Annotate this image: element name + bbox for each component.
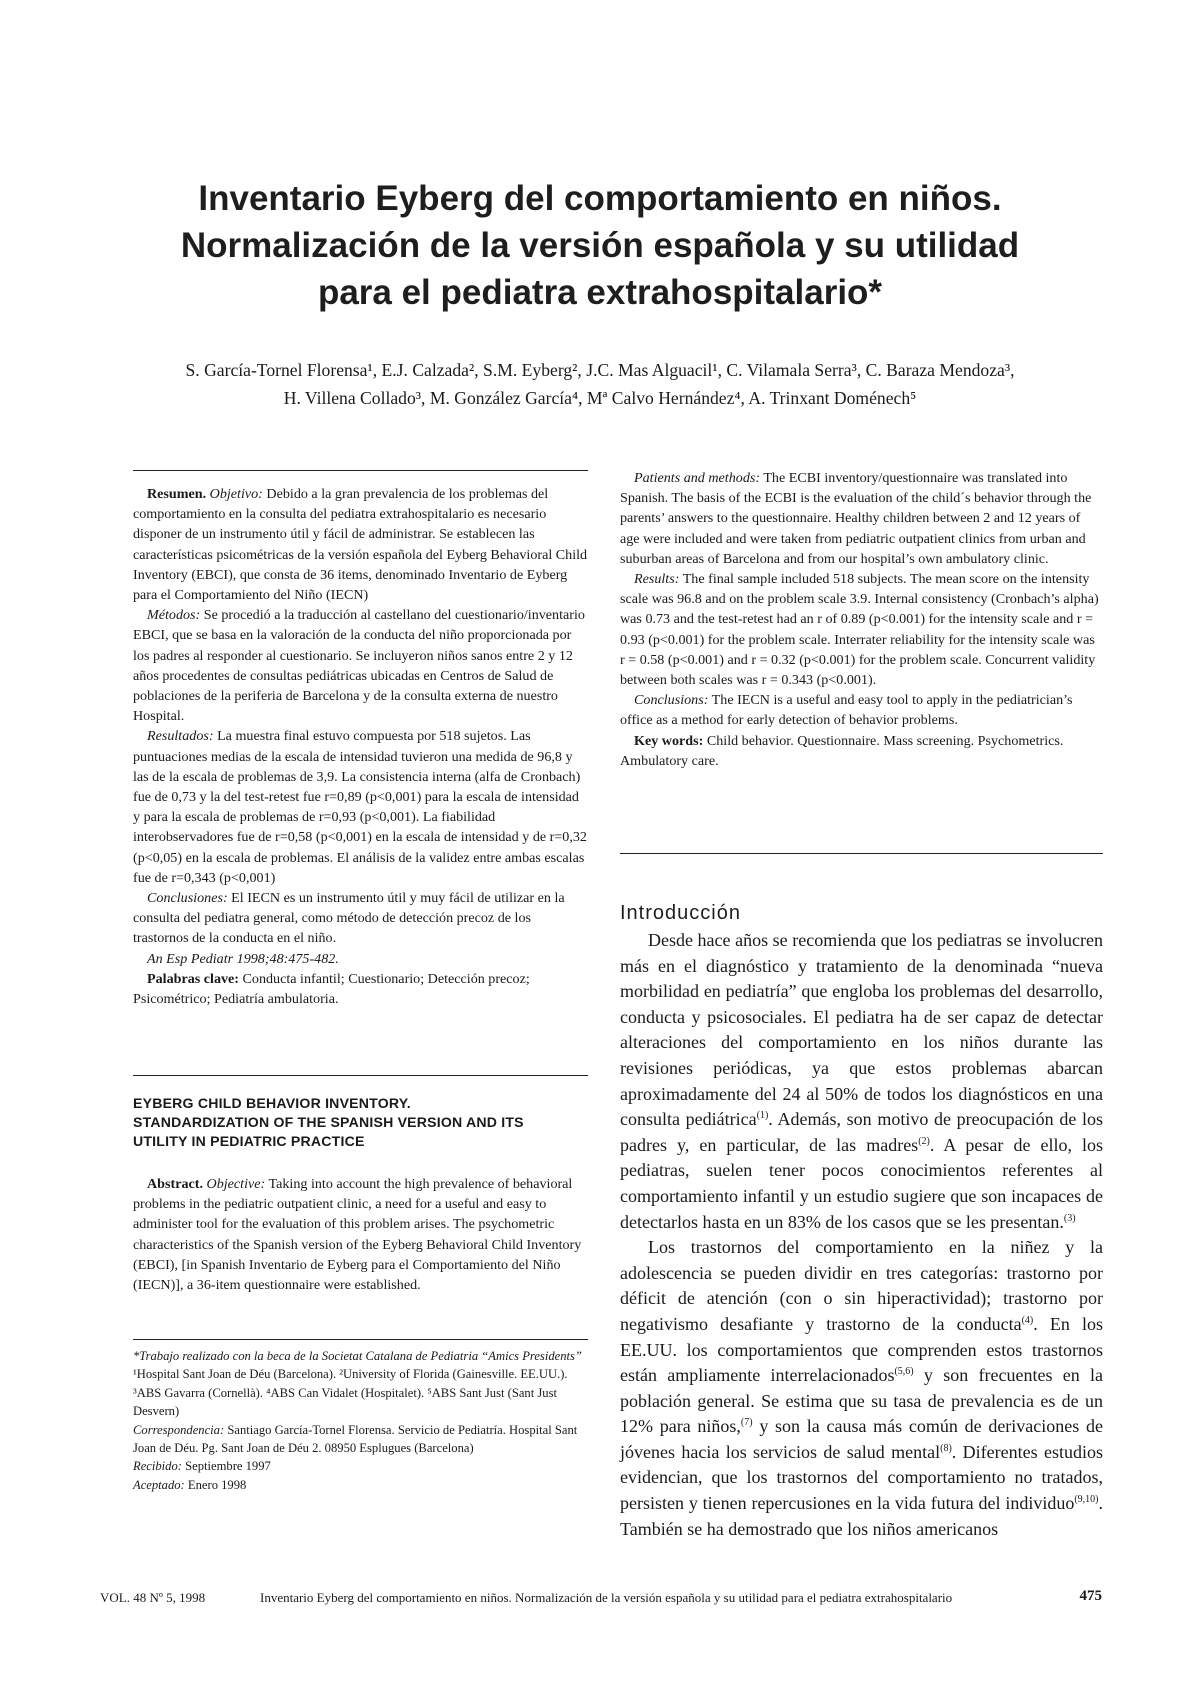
conclusiones-label: Conclusiones: [147,890,228,907]
abstract-head: Abstract. [147,1176,203,1192]
author-list [100,356,1100,412]
conclusions-text: The IECN is a useful and easy tool to apply in the pediatrician’s office as a method for early detection of behavior problems. [620,692,1073,729]
aceptado-text: Enero 1998 [187,1477,247,1492]
title-line-3: para el pediatra extrahospitalario* [317,273,883,312]
rule-left-notes [133,1339,588,1340]
title-line-1: Inventario Eyberg del comportamiento en niños. [198,179,1002,218]
intro-p2-text-a: Los trastornos del comportamiento en la niñez y la adolescencia se pueden dividir en tres categorías: trastorno por déficit de atención (con o sin hiperactividad); trastorno por negativismo desafiante y trastorno de la conducta [620,1237,1103,1334]
resumen-head: Resumen. [147,486,207,502]
recibido-text: Septiembre 1997 [185,1459,271,1474]
footer-running-title: Inventario Eyberg del comportamiento en niños. Normalización de la versión española y su utilidad para el pediatra extrahospitalario [260,1590,953,1605]
footer-volume: VOL. 48 Nº 5, 1998 [100,1590,206,1605]
abstract-objective-block [133,1174,588,1295]
patients-label: Patients and methods: [634,470,761,486]
intro-p1-text-a: Desde hace años se recomienda que los pediatras se involucren más en el diagnóstico y tratamiento de la denominada “nueva morbilidad en pediatría” que engloba los problemas del desarrollo, conducta y psicosociales. El pediatra ha de ser capaz de detectar alteraciones del comportamiento en los niños durante las revisiones periódicas, ya que estos problemas abarcan aproximadamente del 24 al 50% de todos los diagnósticos en una consulta pediátrica [620,930,1103,1130]
keywords-label: Key words: [634,732,704,749]
keywords-text: Child behavior. Questionnaire. Mass screening. Psychometrics. Ambulatory care. [620,732,1064,769]
objetivo-text: Debido a la gran prevalencia de los problemas del comportamiento en la consulta del pediatra extrahospitalario es necesario disponer de un instrumento útil y fácil de administrar. Se establecen las características psicométricas de la versión española del Eyberg Behavioral Child Inventory (EBCI), que consta de 36 items, denominado Inventario de Eyberg para el Comportamiento del Niño (IECN) [133,486,588,604]
intro-p2-text-b: . En los EE.UU. los comportamientos que comprenden estos trastornos están ampliamente interrelacionados [620,1313,1103,1386]
intro-p1-text-b: . Además, son motivo de preocupación de los padres y, en particular, de las madres [620,1109,1103,1155]
page-footer [100,1588,1102,1608]
citation-ref-3: (3) [1063,1212,1076,1224]
patients-text: The ECBI inventory/questionnaire was translated into Spanish. The basis of the ECBI is the evaluation of the child´s behavior through the parents’ answers to the questionnaire. Healthy children between 2 and 12 years of age were included and were taken from pediatric outpatient clinics from urban and suburban areas of Barcelona and from our hospital’s own ambulatory clinic. [620,470,1092,567]
rule-right-mid [620,853,1103,854]
objetivo-label: Objetivo: [209,486,263,502]
conclusiones-text: El IECN es un instrumento útil y muy fácil de utilizar en la consulta del pediatra general, como método de detección precoz de los trastornos de la conducta en el niño. [133,890,565,947]
footnotes-block [133,1347,588,1494]
title-line-2: Normalización de la versión española y su utilidad [180,226,1020,265]
citation-ref-2: (2) [918,1135,930,1147]
resultados-label: Resultados: [147,728,214,745]
correspondencia-label: Correspondencia: [133,1422,225,1437]
conclusions-label: Conclusions: [634,692,709,709]
abstract-continued-block [620,468,1103,771]
citation-ref-4: (4) [1021,1314,1034,1326]
results-label: Results: [634,571,680,588]
results-text: The final sample included 518 subjects. The mean score on the intensity scale was 96.8 and on the problem scale 3.9. Internal consistency (Cronbach’s alpha) was 0.73 and the test-retest had an r of 0.89 (p<0.001) for the intensity scale and r = 0.93 (p<0.001) for the problem scale. Interrater reliability for the intensity scale was r = 0.58 (p<0.001) and r = 0.32 (p<0.001) for the problem scale. Concurrent validity between both scales was r = 0.343 (p<0.001). [620,571,1099,689]
objective-text: Taking into account the high prevalence of behavioral problems in the pediatric outpatient clinic, a need for a useful and easy to administer tool for the evaluation of this problem arises. The psychometric characteristics of the Spanish version of the Eyberg Behavioral Child Inventory (EBCI), [in Spanish Inventario de Eyberg para el Comportamiento del Niño (IECN)], a 36-item questionnaire were established. [133,1176,582,1294]
en-title-line-3: UTILITY IN PEDIATRIC PRACTICE [133,1133,365,1149]
section-heading-introduccion: Introducción [620,902,741,924]
citation: An Esp Pediatr 1998;48:475-482. [147,950,339,967]
intro-p2-text-c: y son frecuentes en la población general. Se estima que su tasa de prevalencia es de un 12% para niños, [620,1365,1104,1437]
page-number: 475 [1079,1588,1102,1604]
metodos-text: Se procedió a la traducción al castellano del cuestionario/inventario EBCI, que se basa en la valoración de la conducta del niño proporcionada por los padres al responder al cuestionario. Se incluyeron niños sanos entre 2 y 12 años procedentes de consultas pediátricas ubicadas en Centros de Salud de poblaciones de la periferia de Barcelona y de la consulta externa de nuestro Hospital. [133,607,585,725]
intro-p1-text-c: . A pesar de ello, los pediatras, suelen tener pocos conocimientos referentes al comportamiento infantil y un estudio sugiere que son incapaces de detectarlos hasta en un 83% de los casos que se les presentan. [620,1134,1103,1232]
english-title [133,1094,588,1151]
intro-p2-text-d: y son la causa más común de derivaciones de jóvenes hacia los servicios de salud mental [620,1416,1103,1462]
aceptado-label: Aceptado: [133,1477,185,1492]
palabras-label: Palabras clave: [147,970,239,987]
citation-ref-8: (8) [940,1442,952,1454]
article-title [100,175,1100,316]
intro-p2-text-f: . También se ha demostrado que los niños americanos [620,1493,1103,1539]
intro-paragraph-1 [620,928,1103,1235]
resultados-text: La muestra final estuvo compuesta por 518 sujetos. Las puntuaciones medias de la escala de intensidad tuvieron una medida de 96,8 y las de la escala de problemas de 3,9. La consistencia interna (alfa de Cronbach) fue de 0,73 y la del test-retest fue r=0,89 (p<0,001) para la escala de intensidad y para la escala de problemas de r=0,93 (p<0,001). La fiabilidad interobservadores fue de r=0,58 (p<0,001) en la escala de intensidad y de r=0,32 (p<0,05) en la escala de problemas. El análisis de la validez entre ambas escalas fue de r=0,343 (p<0,001) [133,728,587,886]
citation-ref-1: (1) [756,1110,769,1122]
en-title-line-2: STANDARDIZATION OF THE SPANISH VERSION AND ITS [133,1114,524,1130]
citation-ref-7: (7) [740,1417,753,1429]
recibido-label: Recibido: [133,1459,182,1474]
metodos-label: Métodos: [147,607,201,624]
trabajo-note: *Trabajo realizado con la beca de la Societat Catalana de Pediatria “Amics Presidents” [133,1349,582,1363]
authors-line-1: S. García-Tornel Florensa¹, E.J. Calzada², S.M. Eyberg², J.C. Mas Alguacil¹, C. Vilamala Serra³, C. Baraza Mendoza³, [185,360,1015,380]
correspondencia-text: Santiago García-Tornel Florensa. Servicio de Pediatría. Hospital Sant Joan de Déu. Pg. Sant Joan de Déu 2. 08950 Esplugues (Barcelona) [133,1422,578,1456]
intro-p2-text-e: . Diferentes estudios evidencian, que los trastornos del comportamiento no tratados, persisten y tienen repercusiones en la vida futura del individuo [620,1441,1103,1514]
resumen-block [133,484,588,1009]
citation-ref-9-10: (9,10) [1074,1494,1099,1506]
authors-line-2: H. Villena Collado³, M. González García⁴, Mª Calvo Hernández⁴, A. Trinxant Doménech⁵ [283,388,917,408]
introduction-body [620,928,1103,1542]
en-title-line-1: EYBERG CHILD BEHAVIOR INVENTORY. [133,1095,411,1111]
rule-left-top [133,470,588,471]
palabras-text: Conducta infantil; Cuestionario; Detección precoz; Psicométrico; Pediatría ambulatoria. [133,970,530,1008]
citation-ref-5-6: (5,6) [894,1366,914,1378]
objective-label: Objective: [206,1176,266,1192]
rule-left-mid [133,1075,588,1076]
intro-paragraph-2 [620,1235,1103,1542]
affiliations: ¹Hospital Sant Joan de Déu (Barcelona). ²University of Florida (Gainesville. EE.UU.). ³ABS Gavarra (Cornellà). ⁴ABS Can Vidalet (Hospitalet). ⁵ABS Sant Just (Sant Just Desvern) [133,1367,568,1419]
